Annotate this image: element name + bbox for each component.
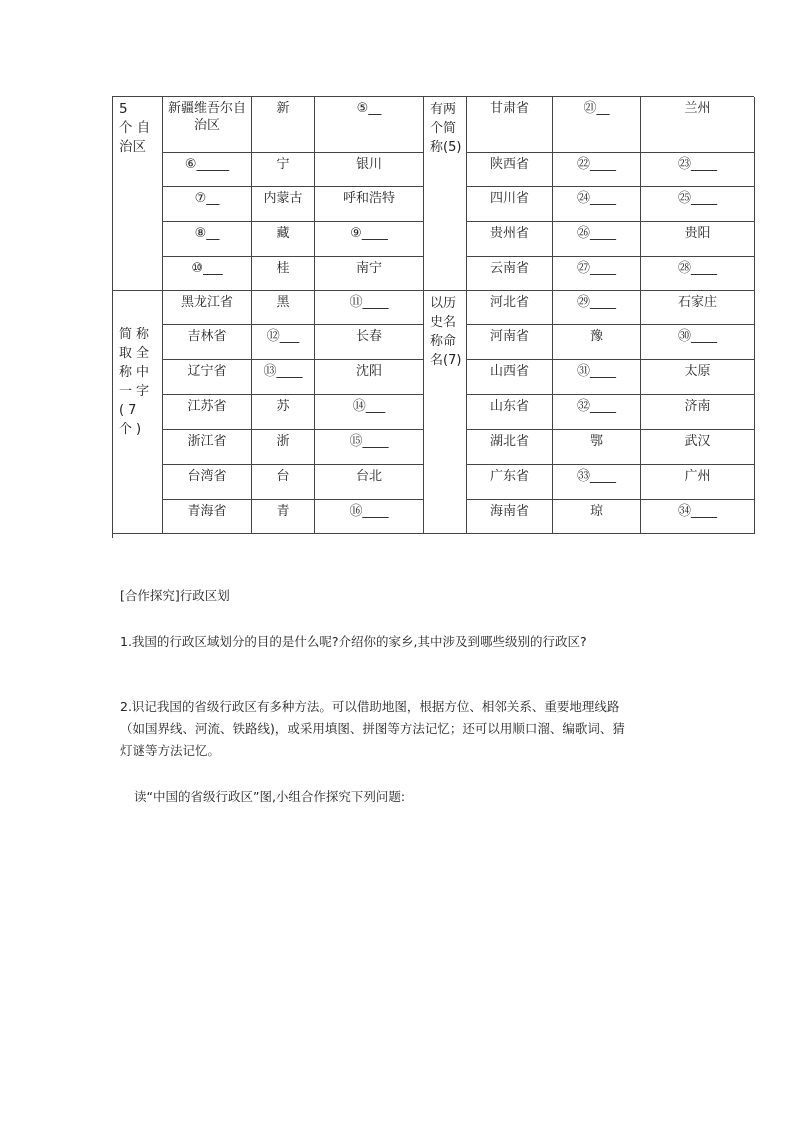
- table-cell: 河南省: [467, 325, 553, 360]
- table-cell: 台: [252, 465, 315, 500]
- table-cell: ㉒____: [553, 153, 641, 187]
- table-cell: ⑪____: [315, 291, 424, 325]
- table-cell: ⑧__: [163, 222, 252, 257]
- group-label-two-abbreviations: 有两 个简 称(5): [424, 97, 467, 291]
- table-cell: ㉕____: [641, 187, 755, 222]
- table-cell: ㉗____: [553, 257, 641, 291]
- table-cell: 武汉: [641, 430, 755, 465]
- table-cell: 海南省: [467, 500, 553, 534]
- table-cell: ㉞____: [641, 500, 755, 534]
- group-label-historical-names: 以历 史名 称命 名(7): [424, 291, 467, 534]
- table-cell: 山西省: [467, 360, 553, 395]
- table-cell: ㉖____: [553, 222, 641, 257]
- table-cell: ⑬____: [252, 360, 315, 395]
- table-cell: 山东省: [467, 395, 553, 430]
- instruction: 读“中国的省级行政区”图,小组合作探究下列问题:: [134, 789, 406, 804]
- table-cell: 南宁: [315, 257, 424, 291]
- table-cell: 琼: [553, 500, 641, 534]
- table-cell: 浙: [252, 430, 315, 465]
- table-cell: 豫: [553, 325, 641, 360]
- table-cell: 贵阳: [641, 222, 755, 257]
- table-cell: ⑩___: [163, 257, 252, 291]
- table-cell: ⑤__: [315, 97, 424, 153]
- table-cell: 内蒙古: [252, 187, 315, 222]
- table-cell: 新: [252, 97, 315, 153]
- table-cell: ⑫___: [252, 325, 315, 360]
- table-cell: 贵州省: [467, 222, 553, 257]
- table-cell: 台湾省: [163, 465, 252, 500]
- table-cell: 黑龙江省: [163, 291, 252, 325]
- group-label-one-character: 简称取全称中一字(7个): [113, 291, 163, 534]
- table-cell: 呼和浩特: [315, 187, 424, 222]
- table-cell: 浙江省: [163, 430, 252, 465]
- table-cell: ⑭___: [315, 395, 424, 430]
- table-cell: ⑨____: [315, 222, 424, 257]
- table-cell: ㉓____: [641, 153, 755, 187]
- table-cell: 广东省: [467, 465, 553, 500]
- table-cell: ⑦__: [163, 187, 252, 222]
- table-cell: 甘肃省: [467, 97, 553, 153]
- table-cell: 长春: [315, 325, 424, 360]
- table-cell: 鄂: [553, 430, 641, 465]
- table-cell: ㉚____: [641, 325, 755, 360]
- table-cell: 青海省: [163, 500, 252, 534]
- table-cell: 沈阳: [315, 360, 424, 395]
- table-cell: 黑: [252, 291, 315, 325]
- table-cell: ㉜____: [553, 395, 641, 430]
- table-cell: ㉝____: [553, 465, 641, 500]
- table-cell: 广州: [641, 465, 755, 500]
- table-cell: 台北: [315, 465, 424, 500]
- table-cell: 太原: [641, 360, 755, 395]
- question-2-line-1: 2.识记我国的省级行政区有多种方法。可以借助地图，根据方位、相邻关系、重要地理线路: [120, 699, 620, 714]
- question-2-line-3: 灯谜等方法记忆。: [120, 743, 221, 758]
- group-label-autonomous-regions: 5 个 自 治区: [113, 97, 163, 291]
- table-cell: 四川省: [467, 187, 553, 222]
- question-2-line-2: （如国界线、河流、铁路线)，或采用填图、拼图等方法记忆；还可以用顺口溜、编歌词、猜: [120, 721, 625, 736]
- table-cell: 苏: [252, 395, 315, 430]
- table-cell: 济南: [641, 395, 755, 430]
- table-cell: 新疆维吾尔自治区: [163, 97, 252, 153]
- table-cell: 陕西省: [467, 153, 553, 187]
- table-cell: ㉛____: [553, 360, 641, 395]
- table-cell: 青: [252, 500, 315, 534]
- table-cell: 辽宁省: [163, 360, 252, 395]
- table-cell: ㉘____: [641, 257, 755, 291]
- table-cell: 宁: [252, 153, 315, 187]
- table-cell: 吉林省: [163, 325, 252, 360]
- table-cell: 兰州: [641, 97, 755, 153]
- table-cell: 藏: [252, 222, 315, 257]
- section-title: [合作探究]行政区划: [120, 588, 230, 603]
- table-cell: ㉔____: [553, 187, 641, 222]
- question-1: 1.我国的行政区域划分的目的是什么呢?介绍你的家乡,其中涉及到哪些级别的行政区?: [120, 634, 587, 649]
- table-cell: 湖北省: [467, 430, 553, 465]
- table-cell: 银川: [315, 153, 424, 187]
- table-cell: ㉑__: [553, 97, 641, 153]
- table-cell: 江苏省: [163, 395, 252, 430]
- table-cell: 云南省: [467, 257, 553, 291]
- table-cell: ㉙____: [553, 291, 641, 325]
- table-cell: ⑮____: [315, 430, 424, 465]
- table-cell: 桂: [252, 257, 315, 291]
- table-cell: 河北省: [467, 291, 553, 325]
- table-cell: 石家庄: [641, 291, 755, 325]
- table-cell: ⑥_____: [163, 153, 252, 187]
- table-cell: ⑯____: [315, 500, 424, 534]
- province-table: [112, 96, 754, 538]
